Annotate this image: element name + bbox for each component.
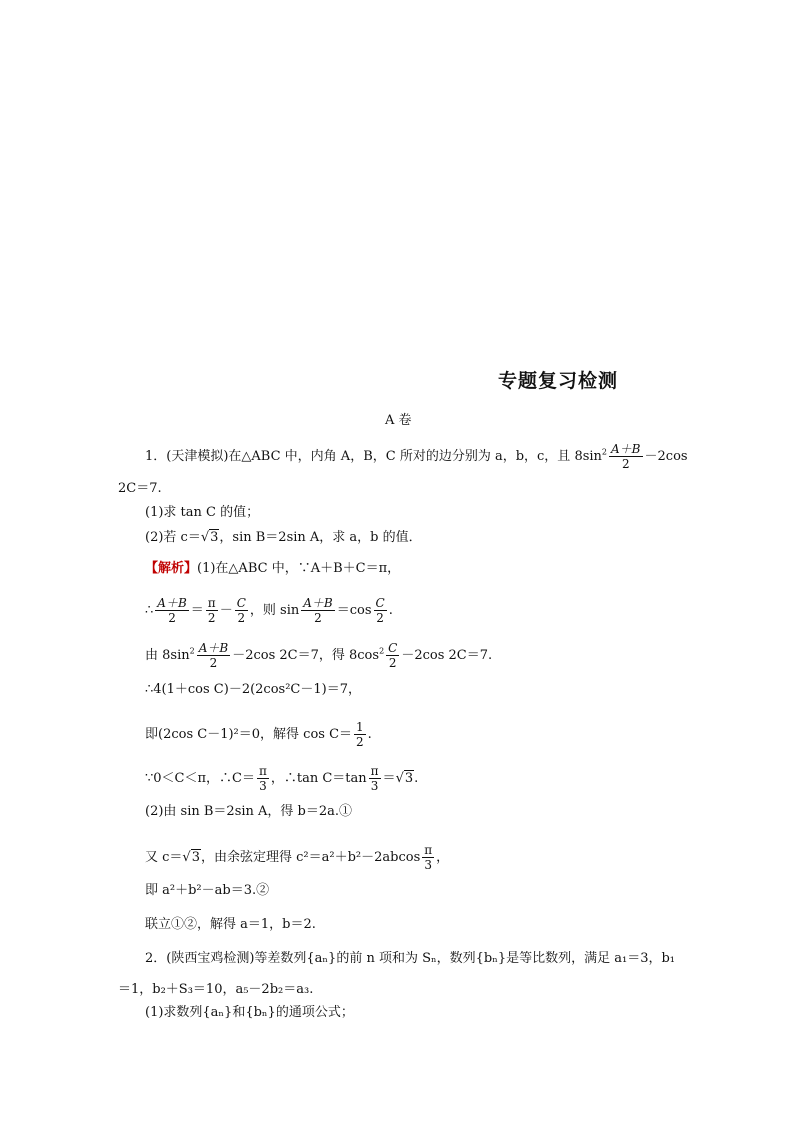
sqrt-radicand: 3 <box>404 771 414 786</box>
solution-tag: 【解析】 <box>145 561 198 576</box>
fraction-numerator: C <box>236 596 246 610</box>
equals-sign: ＝ <box>382 771 396 786</box>
solution-text: －2cos 2C＝7，得 8cos <box>232 648 380 663</box>
solution-text: －2cos 2C＝7. <box>401 648 493 663</box>
q1-part1: (1)求 tan C 的值； <box>145 505 260 520</box>
fraction-denominator: 2 <box>237 611 246 625</box>
period: . <box>414 771 419 786</box>
fraction-denominator: 2 <box>209 656 218 670</box>
fraction-c-over-2 <box>235 596 248 625</box>
solution-line-9: 即 a²＋b²－ab＝3.② <box>145 883 270 898</box>
fraction-pi-over-3 <box>257 764 269 793</box>
fraction-a-plus-b-over-2 <box>301 596 335 625</box>
fraction-c-over-2 <box>386 641 399 670</box>
q1-stem-cont: 2C＝7. <box>118 481 162 496</box>
fraction-denominator: 3 <box>370 779 379 793</box>
solution-line-1 <box>145 561 400 576</box>
q2-part1: (1)求数列{aₙ}和{bₙ}的通项公式； <box>145 1005 354 1020</box>
fraction-numerator: C <box>375 596 385 610</box>
equals-sign: ＝ <box>190 603 204 618</box>
solution-line-8 <box>145 843 449 872</box>
fraction-pi-over-3 <box>369 764 381 793</box>
fraction-numerator: π <box>424 843 433 857</box>
sqrt-radicand: 3 <box>210 530 219 545</box>
sqrt-radicand: 3 <box>191 850 200 865</box>
fraction-a-plus-b-over-2 <box>609 442 643 471</box>
fraction-numerator: A＋B <box>157 596 187 610</box>
fraction-numerator: A＋B <box>303 596 333 610</box>
page-title: 专题复习检测 <box>498 370 619 392</box>
sqrt-3: √3 <box>200 530 219 545</box>
fraction-numerator: A＋B <box>198 641 229 655</box>
fraction-numerator: A＋B <box>611 442 641 456</box>
q1-part2-text: (2)若 c＝ <box>145 530 201 545</box>
fraction-denominator: 3 <box>259 779 267 793</box>
q1-part2-text-2: ，sin B＝2sin A，求 a，b 的值． <box>219 530 422 545</box>
q1-stem: 1．(天津模拟)在△ABC 中，内角 A，B，C 所对的边分别为 a，b，c，且 $8\sin^2$ $\frac{A+B}{2}$ －2cos <box>145 442 688 471</box>
q2-stem: 2．(陕西宝鸡检测)等差数列{aₙ}的前 n 项和为 Sₙ，数列{bₙ}是等比数列，满足 a₁＝3，b₁ <box>145 951 676 966</box>
fraction-numerator: π <box>258 764 267 778</box>
fraction-c-over-2 <box>374 596 387 625</box>
section-subtitle: A 卷 <box>385 413 412 428</box>
period: . <box>367 727 372 742</box>
fraction-denominator: 2 <box>388 656 397 670</box>
fraction-denominator: 3 <box>424 858 433 872</box>
solution-line-10: 联立①②，解得 a＝1，b＝2. <box>145 917 316 932</box>
solution-line-4: ∴4(1＋cos C)－2(2cos²C－1)＝7， <box>145 682 361 697</box>
solution-line-7: (2)由 sin B＝2sin A，得 b＝2a.① <box>145 804 353 819</box>
period: . <box>388 603 393 618</box>
solution-text: 由 8sin <box>145 648 190 663</box>
solution-line-2 <box>145 596 393 625</box>
q1-part2 <box>145 530 422 545</box>
sqrt-3: √3 <box>395 771 414 786</box>
sqrt-3: √3 <box>182 850 200 865</box>
fraction-a-plus-b-over-2 <box>155 596 189 625</box>
solution-line-5 <box>145 720 372 749</box>
fraction-denominator: 2 <box>356 735 364 749</box>
q1-stem-text: 1．(天津模拟)在△ABC 中，内角 A，B，C 所对的边分别为 a，b，c，且 8sin <box>145 449 602 464</box>
q1-stem-text-2: －2cos <box>644 449 688 464</box>
fraction-denominator: 2 <box>168 611 176 625</box>
solution-text: ，由余弦定理得 c²＝a²＋b²－2abcos <box>201 850 421 865</box>
fraction-numerator: π <box>370 764 379 778</box>
solution-text: ，则 sin <box>249 603 300 618</box>
solution-text: 又 c＝ <box>145 850 183 865</box>
fraction-denominator: 2 <box>207 611 216 625</box>
solution-text: ＝cos <box>336 603 372 618</box>
fraction-a-plus-b-over-2 <box>197 641 231 670</box>
fraction-pi-over-2 <box>206 596 218 625</box>
fraction-1-over-2 <box>354 720 366 749</box>
solution-line-6 <box>145 764 418 793</box>
fraction-denominator: 2 <box>621 457 630 471</box>
minus-sign: － <box>219 603 233 618</box>
fraction-denominator: 2 <box>314 611 322 625</box>
therefore-symbol: ∴ <box>145 603 154 618</box>
solution-line-3: 由 $8\sin^2$ $\frac{A+B}{2}$ －2cos 2C＝7，得 $8\cos^2$ $\frac{C}{2}$ －2cos 2C＝7. <box>145 641 493 670</box>
solution-text: ，∴tan C＝tan <box>270 771 367 786</box>
fraction-numerator: π <box>207 596 216 610</box>
solution-text: ∵0＜C＜π，∴C＝ <box>145 771 255 786</box>
solution-text: 即(2cos C－1)²＝0，解得 cos C＝ <box>145 727 353 742</box>
solution-text: (1)在△ABC 中，∵A＋B＋C＝π， <box>197 561 401 576</box>
fraction-denominator: 2 <box>376 611 384 625</box>
fraction-numerator: C <box>388 641 398 655</box>
q2-stem-cont: ＝1，b₂＋S₃＝10，a₅－2b₂＝a₃. <box>118 982 314 997</box>
fraction-pi-over-3 <box>422 843 434 872</box>
comma: ， <box>436 850 450 865</box>
fraction-numerator: 1 <box>356 720 364 734</box>
